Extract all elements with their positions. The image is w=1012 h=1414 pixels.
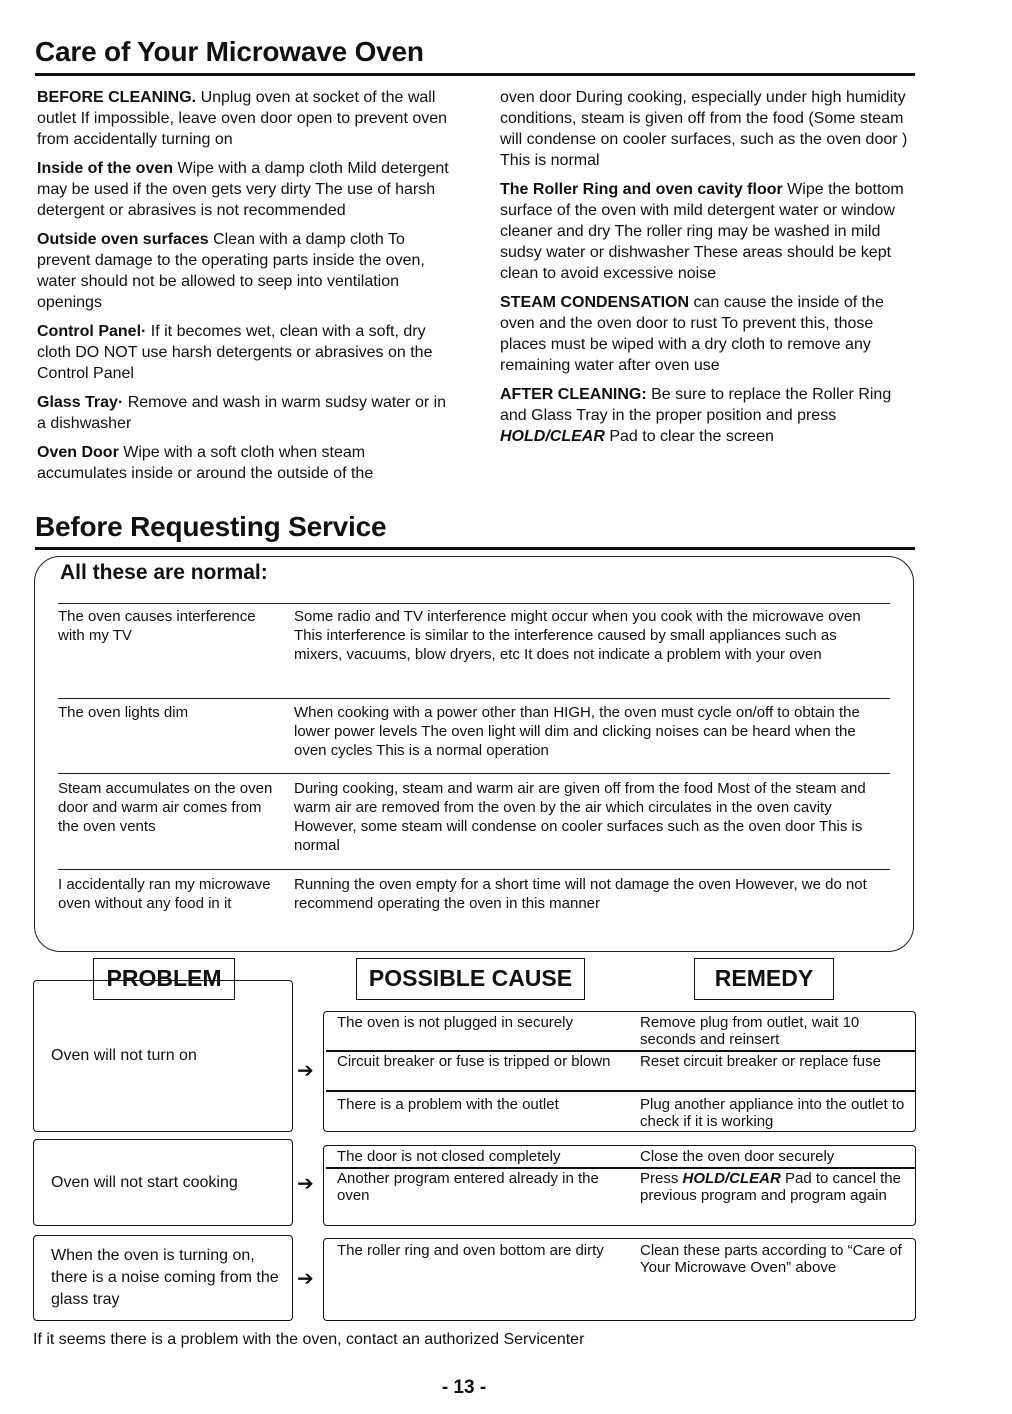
care-title: Care of Your Microwave Oven bbox=[35, 36, 424, 67]
cause-divider bbox=[326, 1167, 916, 1169]
care-paragraph: The Roller Ring and oven cavity floor Wipe the bottom surface of the oven with mild detergent water or window cleaner and dry The roller ring may be washed in mild sudsy water or dishwasher These areas should be kept clean to avoid excessive noise bbox=[500, 181, 904, 282]
problem-header: PROBLEM bbox=[93, 958, 235, 1000]
care-title-rule bbox=[35, 73, 915, 76]
normal-divider bbox=[58, 698, 890, 699]
normal-title: All these are normal: bbox=[60, 561, 268, 584]
page-number: - 13 - bbox=[441, 1377, 487, 1398]
service-title: Before Requesting Service bbox=[35, 511, 387, 542]
care-right-column bbox=[500, 87, 912, 455]
arrow-icon: ➔ bbox=[297, 1268, 314, 1290]
remedy-header: REMEDY bbox=[694, 958, 834, 1000]
problem-box: Oven will not start cooking bbox=[33, 1139, 293, 1226]
service-footer-note: If it seems there is a problem with the oven, contact an authorized Servicenter bbox=[33, 1331, 585, 1348]
care-paragraph: STEAM CONDENSATION can cause the inside of the oven and the oven door to rust To prevent this, those places must be wiped with a dry cloth to remove any remaining water after oven use bbox=[500, 294, 884, 374]
cause-divider bbox=[326, 1050, 916, 1052]
normal-divider bbox=[58, 603, 890, 604]
care-paragraph: Glass Tray· Remove and wash in warm sudsy water or in a dishwasher bbox=[37, 394, 447, 432]
care-paragraph: Outside oven surfaces Clean with a damp cloth To prevent damage to the operating parts inside the oven, water should not be allowed to seep into ventilation openings bbox=[37, 231, 425, 311]
service-title-rule bbox=[35, 547, 915, 550]
problem-box: Oven will not turn on bbox=[33, 980, 293, 1132]
care-paragraph: Inside of the oven Wipe with a damp cloth Mild detergent may be used if the oven gets very dirty The use of harsh detergent or abrasives is not recommended bbox=[37, 160, 449, 219]
possible-cause-header: POSSIBLE CAUSE bbox=[356, 958, 585, 1000]
care-paragraph: Control Panel· If it becomes wet, clean with a soft, dry cloth DO NOT use harsh detergents or abrasives on the Control Panel bbox=[37, 323, 433, 382]
care-paragraph: oven door During cooking, especially under high humidity conditions, steam is given off from the food (Some steam will condense on cooler surfaces, such as the oven door ) This is normal bbox=[500, 89, 908, 169]
arrow-icon: ➔ bbox=[297, 1173, 314, 1195]
normal-divider bbox=[58, 869, 890, 870]
care-paragraph: Oven Door Wipe with a soft cloth when steam accumulates inside or around the outside of the bbox=[37, 444, 374, 482]
normal-divider bbox=[58, 773, 890, 774]
care-paragraph: BEFORE CLEANING. Unplug oven at socket of the wall outlet If impossible, leave oven door open to prevent oven from accidentally turning on bbox=[37, 89, 448, 148]
arrow-icon: ➔ bbox=[297, 1060, 314, 1082]
cause-divider bbox=[326, 1090, 916, 1092]
care-left-column bbox=[37, 87, 457, 492]
problem-box: When the oven is turning on, there is a noise coming from the glass tray bbox=[33, 1235, 293, 1321]
care-paragraph: AFTER CLEANING: Be sure to replace the Roller Ring and Glass Tray in the proper position and press HOLD/CLEAR Pad to clear the screen bbox=[500, 386, 892, 445]
